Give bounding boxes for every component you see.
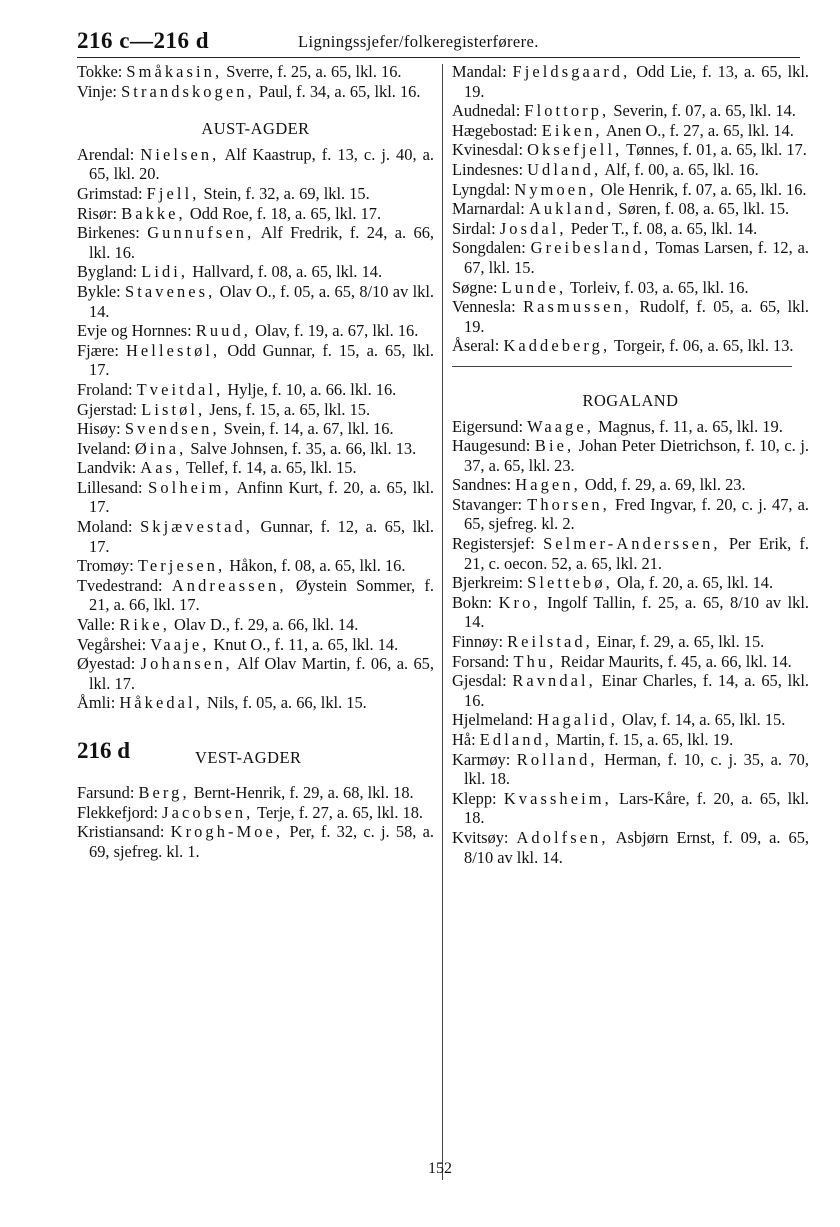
entry-group-vest-agder-right bbox=[452, 62, 809, 356]
surname: Jacobsen, bbox=[162, 802, 254, 822]
place-name: Birkenes: bbox=[77, 223, 140, 243]
entry-details: Herman, f. 10, c. j. 35, a. 70, lkl. 18. bbox=[464, 749, 809, 789]
surname: Kaddeberg, bbox=[503, 336, 611, 356]
surname: Hagen, bbox=[515, 475, 581, 495]
surname: Terjesen, bbox=[137, 556, 226, 576]
surname: Josdal, bbox=[499, 218, 567, 238]
surname: Rike, bbox=[119, 615, 170, 635]
place-name: Iveland: bbox=[77, 438, 131, 458]
list-item bbox=[452, 297, 809, 336]
list-item bbox=[452, 121, 809, 141]
place-name: Bykle: bbox=[77, 281, 121, 301]
list-item bbox=[452, 140, 809, 160]
place-name: Sirdal: bbox=[452, 218, 496, 238]
place-name: Arendal: bbox=[77, 144, 135, 164]
place-name: Lyngdal: bbox=[452, 179, 511, 199]
surname: Småkasin, bbox=[126, 62, 223, 81]
surname: Stavenes, bbox=[125, 281, 216, 301]
list-item bbox=[77, 262, 434, 282]
list-item bbox=[77, 184, 434, 204]
entry-details: Olav D., f. 29, a. 66, lkl. 14. bbox=[174, 615, 359, 635]
page-code: 216 c—216 d bbox=[77, 28, 209, 53]
entry-details: Ola, f. 20, a. 65, lkl. 14. bbox=[616, 573, 774, 593]
surname: Rasmussen, bbox=[523, 297, 632, 317]
surname: Greibesland, bbox=[530, 238, 652, 258]
list-item bbox=[452, 652, 809, 672]
column-divider bbox=[442, 64, 443, 1180]
entry-details: Øystein Sommer, f. 21, a. 66, lkl. 17. bbox=[89, 575, 434, 615]
entry-details: Søren, f. 08, a. 65, lkl. 15. bbox=[618, 199, 790, 219]
list-item bbox=[77, 321, 434, 341]
entry-details: Tellef, f. 14, a. 65, lkl. 15. bbox=[186, 458, 357, 478]
section-code: 216 d bbox=[77, 738, 131, 763]
list-item bbox=[452, 436, 809, 475]
place-name: Bjerkreim: bbox=[452, 573, 524, 593]
surname: Listøl, bbox=[141, 399, 206, 419]
surname: Lunde, bbox=[501, 277, 567, 297]
list-item bbox=[452, 671, 809, 710]
surname: Solheim, bbox=[148, 477, 232, 497]
list-item bbox=[452, 632, 809, 652]
surname: Strandskogen, bbox=[121, 81, 255, 101]
place-name: Froland: bbox=[77, 379, 133, 399]
place-name: Kristiansand: bbox=[77, 822, 165, 842]
entry-details: Magnus, f. 11, a. 65, lkl. 19. bbox=[598, 416, 783, 436]
surname: Krogh-Moe, bbox=[170, 822, 284, 842]
surname: Kvassheim, bbox=[503, 788, 612, 808]
surname: Fjell, bbox=[146, 183, 200, 203]
entry-details: Alf Kaastrup, f. 13, c. j. 40, a. 65, lkl. 20. bbox=[89, 144, 434, 184]
list-item bbox=[77, 145, 434, 184]
entry-details: Hallvard, f. 08, a. 65, lkl. 14. bbox=[192, 262, 383, 282]
surname: Waage, bbox=[527, 416, 594, 436]
list-item bbox=[452, 730, 809, 750]
place-name: Moland: bbox=[77, 517, 133, 537]
list-item bbox=[452, 495, 809, 534]
surname: Hagalid, bbox=[537, 710, 618, 730]
place-name: Bokn: bbox=[452, 592, 493, 612]
list-item bbox=[452, 789, 809, 828]
entry-details: Terje, f. 27, a. 65, lkl. 18. bbox=[257, 802, 424, 822]
list-item bbox=[452, 199, 809, 219]
list-item bbox=[77, 439, 434, 459]
surname: Lidi, bbox=[141, 262, 189, 282]
entry-details: Alf, f. 00, a. 65, lkl. 16. bbox=[604, 159, 759, 179]
place-name: Tromøy: bbox=[77, 556, 134, 576]
entry-details: Odd Lie, f. 13, a. 65, lkl. 19. bbox=[464, 62, 809, 101]
place-name: Bygland: bbox=[77, 262, 138, 282]
surname: Nymoen, bbox=[514, 179, 597, 199]
place-name: Søgne: bbox=[452, 277, 498, 297]
place-name: Lillesand: bbox=[77, 477, 143, 497]
entry-details: Paul, f. 34, a. 65, lkl. 16. bbox=[258, 81, 421, 101]
entry-group-vest-agder-left bbox=[77, 783, 434, 861]
surname: Thu, bbox=[513, 651, 557, 671]
place-name: Farsund: bbox=[77, 783, 135, 802]
entry-details: Anfinn Kurt, f. 20, a. 65, lkl. 17. bbox=[89, 477, 434, 517]
list-item bbox=[77, 822, 434, 861]
place-name: Forsand: bbox=[452, 651, 510, 671]
list-item bbox=[452, 593, 809, 632]
list-item bbox=[77, 82, 434, 102]
entry-details: Lars-Kåre, f. 20, a. 65, lkl. 18. bbox=[464, 788, 809, 828]
entry-details: Einar, f. 29, a. 65, lkl. 15. bbox=[596, 632, 765, 652]
place-name: Marnardal: bbox=[452, 199, 525, 219]
place-name: Valle: bbox=[77, 615, 116, 635]
list-item bbox=[77, 223, 434, 262]
list-item bbox=[77, 693, 434, 713]
place-name: Eigersund: bbox=[452, 416, 524, 436]
surname: Rolland, bbox=[516, 749, 598, 769]
entry-group-aust-agder bbox=[77, 145, 434, 713]
page-header bbox=[77, 28, 797, 58]
entry-details: Olav, f. 14, a. 65, lkl. 15. bbox=[622, 710, 786, 730]
surname: Bakke, bbox=[121, 203, 186, 223]
right-column bbox=[452, 62, 809, 867]
list-item bbox=[77, 204, 434, 224]
entry-details: Olav O., f. 05, a. 65, 8/10 av lkl. 14. bbox=[89, 281, 434, 321]
place-name: Vinje: bbox=[77, 81, 117, 101]
place-name: Åseral: bbox=[452, 336, 500, 356]
list-item bbox=[77, 517, 434, 556]
place-name: Audnedal: bbox=[452, 101, 521, 121]
place-name: Mandal: bbox=[452, 62, 507, 81]
header-rule bbox=[77, 57, 800, 58]
list-item bbox=[452, 475, 809, 495]
entry-details: Per Erik, f. 21, c. oecon. 52, a. 65, lkl. 21. bbox=[464, 534, 809, 573]
entry-group-rogaland bbox=[452, 417, 809, 868]
left-column bbox=[77, 62, 434, 861]
entry-details: Martin, f. 15, a. 65, lkl. 19. bbox=[556, 730, 734, 749]
entry-details: Peder T., f. 08, a. 65, lkl. 14. bbox=[570, 218, 758, 238]
page-number: 152 bbox=[428, 1160, 452, 1177]
entry-details: Einar Charles, f. 14, a. 65, lkl. 16. bbox=[464, 671, 809, 710]
surname: Fjeldsgaard, bbox=[512, 62, 631, 81]
surname: Flottorp, bbox=[524, 101, 610, 121]
entry-details: Tomas Larsen, f. 12, a. 67, lkl. 15. bbox=[464, 238, 810, 277]
entry-details: Håkon, f. 08, a. 65, lkl. 16. bbox=[229, 556, 406, 576]
entry-details: Alf Fredrik, f. 24, a. 66, lkl. 16. bbox=[89, 223, 434, 262]
list-item bbox=[452, 180, 809, 200]
list-item bbox=[452, 278, 809, 298]
region-heading-aust-agder: AUST-AGDER bbox=[201, 119, 310, 139]
surname: Øina, bbox=[134, 438, 187, 458]
place-name: Vennesla: bbox=[452, 297, 516, 317]
list-item bbox=[452, 573, 809, 593]
section-head bbox=[77, 738, 434, 783]
region-heading-vest-agder: VEST-AGDER bbox=[195, 748, 302, 767]
place-name: Hisøy: bbox=[77, 419, 121, 439]
entry-group-top bbox=[77, 62, 434, 101]
list-item bbox=[77, 576, 434, 615]
region-heading-rogaland: ROGALAND bbox=[582, 390, 679, 410]
list-item bbox=[77, 783, 434, 803]
list-item bbox=[77, 635, 434, 655]
place-name: Registersjef: bbox=[452, 534, 535, 554]
entry-details: Salve Johnsen, f. 35, a. 66, lkl. 13. bbox=[190, 438, 417, 458]
place-name: Karmøy: bbox=[452, 749, 511, 769]
entry-details: Stein, f. 32, a. 69, lkl. 15. bbox=[203, 183, 370, 203]
place-name: Hå: bbox=[452, 730, 476, 749]
entry-details: Rudolf, f. 05, a. 65, lkl. 19. bbox=[464, 297, 809, 336]
entry-details: Bernt-Henrik, f. 29, a. 68, lkl. 18. bbox=[193, 783, 414, 802]
entry-details: Gunnar, f. 12, a. 65, lkl. 17. bbox=[89, 517, 434, 556]
place-name: Hægebostad: bbox=[452, 120, 538, 140]
surname: Håkedal, bbox=[119, 693, 203, 713]
place-name: Gjesdal: bbox=[452, 671, 507, 691]
list-item bbox=[77, 341, 434, 380]
entry-details: Odd Gunnar, f. 15, a. 65, lkl. 17. bbox=[89, 340, 434, 380]
list-item bbox=[77, 654, 434, 693]
entry-details: Johan Peter Dietrichson, f. 10, c. j. 37, a. 65, lkl. 23. bbox=[464, 436, 809, 475]
entry-details: Torgeir, f. 06, a. 65, lkl. 13. bbox=[613, 336, 794, 356]
entry-details: Per, f. 32, c. j. 58, a. 69, sjefreg. kl. 1. bbox=[89, 822, 434, 861]
entry-details: Reidar Maurits, f. 45, a. 66, lkl. 14. bbox=[560, 651, 792, 671]
surname: Edland, bbox=[479, 730, 553, 749]
surname: Thorsen, bbox=[527, 494, 610, 514]
entry-details: Alf Olav Martin, f. 06, a. 65, lkl. 17. bbox=[89, 654, 434, 693]
place-name: Finnøy: bbox=[452, 632, 504, 652]
entry-details: Sverre, f. 25, a. 65, lkl. 16. bbox=[226, 62, 402, 81]
entry-details: Ingolf Tallin, f. 25, a. 65, 8/10 av lkl. 14. bbox=[464, 592, 809, 632]
surname: Selmer-Anderssen, bbox=[543, 534, 721, 554]
entry-details: Knut O., f. 11, a. 65, lkl. 14. bbox=[213, 634, 399, 654]
list-item bbox=[77, 615, 434, 635]
place-name: Gjerstad: bbox=[77, 399, 138, 419]
surname: Aas, bbox=[140, 458, 183, 478]
list-item bbox=[452, 710, 809, 730]
place-name: Klepp: bbox=[452, 788, 497, 808]
entry-details: Olav, f. 19, a. 67, lkl. 16. bbox=[255, 321, 419, 341]
surname: Hellestøl, bbox=[125, 340, 221, 360]
surname: Ruud, bbox=[195, 321, 251, 341]
entry-details: Odd, f. 29, a. 69, lkl. 23. bbox=[584, 475, 746, 495]
list-item bbox=[77, 400, 434, 420]
place-name: Grimstad: bbox=[77, 183, 143, 203]
place-name: Vegårshei: bbox=[77, 634, 147, 654]
entry-details: Jens, f. 15, a. 65, lkl. 15. bbox=[209, 399, 371, 419]
list-item bbox=[77, 556, 434, 576]
surname: Skjævestad, bbox=[140, 517, 253, 537]
surname: Svendsen, bbox=[124, 419, 220, 439]
entry-details: Tønnes, f. 01, a. 65, lkl. 17. bbox=[626, 140, 807, 160]
list-item bbox=[452, 828, 809, 867]
place-name: Stavanger: bbox=[452, 494, 523, 514]
list-item bbox=[452, 534, 809, 573]
entry-details: Odd Roe, f. 18, a. 65, lkl. 17. bbox=[189, 203, 382, 223]
list-item bbox=[77, 803, 434, 823]
column-rule bbox=[452, 366, 792, 367]
place-name: Landvik: bbox=[77, 458, 137, 478]
surname: Johansen, bbox=[140, 654, 233, 674]
list-item bbox=[452, 238, 809, 277]
list-item bbox=[77, 380, 434, 400]
entry-details: Svein, f. 14, a. 67, lkl. 16. bbox=[223, 419, 394, 439]
surname: Berg, bbox=[138, 783, 190, 802]
entry-details: Hylje, f. 10, a. 66. lkl. 16. bbox=[227, 379, 397, 399]
place-name: Fjære: bbox=[77, 340, 119, 360]
entry-details: Fred Ingvar, f. 20, c. j. 47, a. 65, sjefreg. kl. 2. bbox=[464, 494, 809, 534]
surname: Eiken, bbox=[541, 120, 603, 140]
entry-details: Asbjørn Ernst, f. 09, a. 65, 8/10 av lkl. 14. bbox=[464, 827, 810, 867]
list-item bbox=[77, 282, 434, 321]
surname: Oksefjell, bbox=[527, 140, 623, 160]
surname: Ravndal, bbox=[512, 671, 596, 691]
place-name: Evje og Hornnes: bbox=[77, 321, 192, 341]
page-title: Ligningssjefer/folkeregisterførere. bbox=[298, 32, 539, 51]
place-name: Haugesund: bbox=[452, 436, 531, 456]
place-name: Flekkefjord: bbox=[77, 802, 159, 822]
surname: Andreassen, bbox=[171, 575, 287, 595]
surname: Gunnufsen, bbox=[147, 223, 255, 243]
place-name: Åmli: bbox=[77, 693, 116, 713]
place-name: Songdalen: bbox=[452, 238, 526, 258]
surname: Aukland, bbox=[528, 199, 615, 219]
surname: Udland, bbox=[527, 159, 602, 179]
list-item bbox=[452, 62, 809, 101]
list-item bbox=[452, 101, 809, 121]
entry-details: Severin, f. 07, a. 65, lkl. 14. bbox=[613, 101, 796, 121]
surname: Reilstad, bbox=[507, 632, 593, 652]
place-name: Øyestad: bbox=[77, 654, 136, 674]
surname: Tveitdal, bbox=[136, 379, 224, 399]
list-item bbox=[452, 219, 809, 239]
place-name: Kvitsøy: bbox=[452, 827, 509, 847]
list-item bbox=[77, 419, 434, 439]
place-name: Hjelmeland: bbox=[452, 710, 534, 730]
surname: Slettebø, bbox=[527, 573, 613, 593]
list-item bbox=[452, 417, 809, 437]
surname: Bie, bbox=[534, 436, 575, 456]
list-item bbox=[452, 160, 809, 180]
place-name: Sandnes: bbox=[452, 475, 512, 495]
place-name: Risør: bbox=[77, 203, 118, 223]
entry-details: Anen O., f. 27, a. 65, lkl. 14. bbox=[605, 120, 794, 140]
place-name: Tokke: bbox=[77, 62, 123, 81]
list-item bbox=[77, 62, 434, 82]
surname: Vaaje, bbox=[150, 634, 210, 654]
entry-details: Ole Henrik, f. 07, a. 65, lkl. 16. bbox=[600, 179, 807, 199]
list-item bbox=[452, 336, 809, 356]
entry-details: Torleiv, f. 03, a. 65, lkl. 16. bbox=[570, 277, 749, 297]
surname: Adolfsen, bbox=[516, 827, 609, 847]
list-item bbox=[77, 458, 434, 478]
list-item bbox=[77, 478, 434, 517]
place-name: Lindesnes: bbox=[452, 159, 524, 179]
place-name: Kvinesdal: bbox=[452, 140, 524, 160]
surname: Nielsen, bbox=[140, 144, 220, 164]
entry-details: Nils, f. 05, a. 66, lkl. 15. bbox=[206, 693, 367, 713]
place-name: Tvedestrand: bbox=[77, 575, 163, 595]
list-item bbox=[452, 750, 809, 789]
surname: Kro, bbox=[498, 592, 541, 612]
